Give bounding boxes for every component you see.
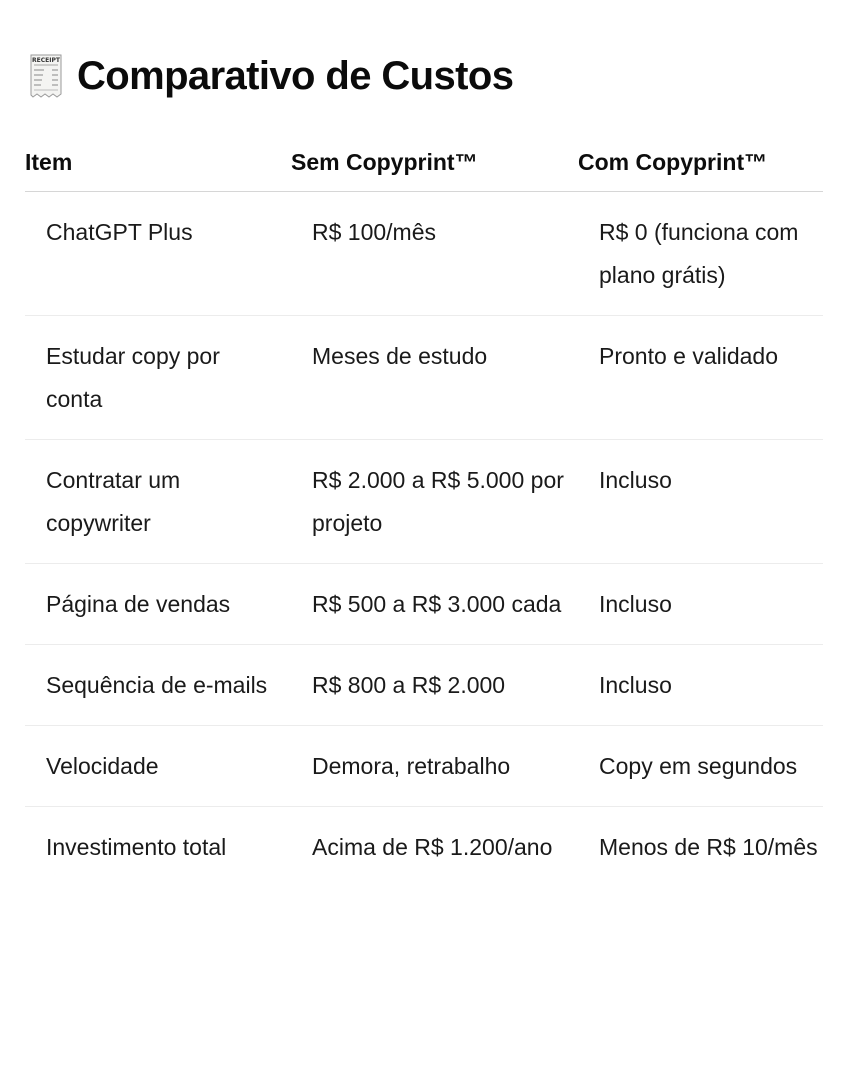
table-row bbox=[25, 564, 823, 645]
table-header bbox=[25, 133, 823, 192]
cell-sem-copyprint: R$ 800 a R$ 2.000 bbox=[291, 645, 578, 726]
header-sem-copyprint: Sem Copyprint™ bbox=[291, 133, 578, 192]
receipt-icon bbox=[29, 54, 63, 98]
table-row bbox=[25, 726, 823, 807]
page-title: Comparativo de Custos bbox=[77, 54, 514, 98]
cell-sem-copyprint: R$ 2.000 a R$ 5.000 por projeto bbox=[291, 440, 578, 564]
cell-sem-copyprint: R$ 500 a R$ 3.000 cada bbox=[291, 564, 578, 645]
cell-item: Investimento total bbox=[46, 834, 227, 860]
cell-com-copyprint: Pronto e validado bbox=[578, 316, 823, 440]
cell-com-copyprint: Incluso bbox=[578, 564, 823, 645]
cell-com-copyprint: Incluso bbox=[578, 440, 823, 564]
cell-item: Contratar um copywriter bbox=[25, 440, 291, 564]
cell-sem-copyprint: Acima de R$ 1.200/ano bbox=[312, 834, 553, 860]
receipt-icon-label: RECEIPT bbox=[32, 57, 60, 64]
table-row bbox=[25, 807, 823, 888]
title-row bbox=[29, 52, 513, 100]
table-row bbox=[25, 192, 823, 316]
cell-item: Página de vendas bbox=[25, 564, 291, 645]
table-row bbox=[25, 316, 823, 440]
cell-sem-copyprint: R$ 100/mês bbox=[291, 192, 578, 316]
cost-comparison-table bbox=[25, 133, 823, 887]
table-header-row bbox=[25, 133, 823, 192]
cell-com-copyprint: Menos de R$ 10/mês bbox=[599, 834, 818, 860]
cell-com-copyprint: R$ 0 (funciona com plano grátis) bbox=[578, 192, 823, 316]
table-row bbox=[25, 645, 823, 726]
cell-item: Velocidade bbox=[25, 726, 291, 807]
cell-sem-copyprint: Meses de estudo bbox=[291, 316, 578, 440]
cell-com-copyprint: Incluso bbox=[578, 645, 823, 726]
cell-item: Sequência de e-mails bbox=[25, 645, 291, 726]
table-row bbox=[25, 440, 823, 564]
cell-item: ChatGPT Plus bbox=[25, 192, 291, 316]
header-com-copyprint: Com Copyprint™ bbox=[578, 133, 823, 192]
cell-item: Estudar copy por conta bbox=[25, 316, 291, 440]
cell-com-copyprint: Copy em segundos bbox=[578, 726, 823, 807]
table-body bbox=[25, 192, 823, 888]
cell-sem-copyprint: Demora, retrabalho bbox=[291, 726, 578, 807]
header-item: Item bbox=[25, 133, 291, 192]
